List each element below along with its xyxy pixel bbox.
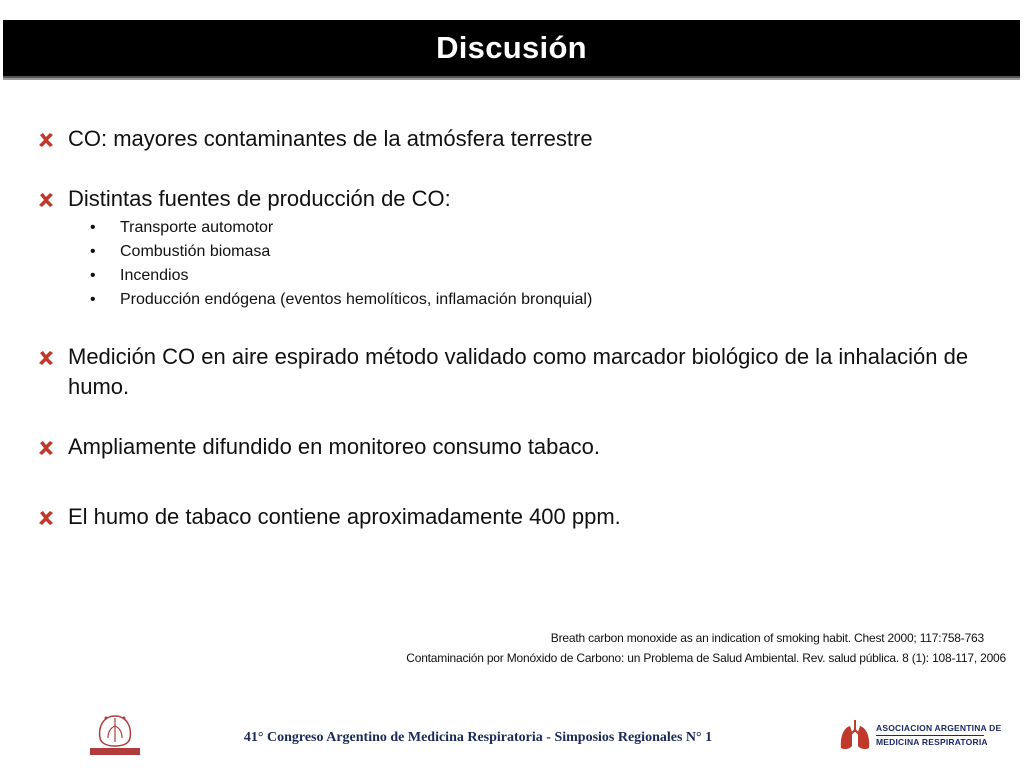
footer-text: 41° Congreso Argentino de Medicina Respiratoria - Simposios Regionales N° 1 [243, 730, 713, 745]
bullet-item [38, 432, 998, 462]
x-bullet-icon [38, 510, 54, 526]
reference-1: Breath carbon monoxide as an indication of smoking habit. Chest 2000; 117:758-763 [550, 631, 984, 645]
slide-content [38, 124, 998, 532]
reference-2: Contaminación por Monóxido de Carbono: un Problema de Salud Ambiental. Rev. salud pública. 8 (1): 108-117, 2006 [406, 651, 1006, 665]
x-bullet-icon [38, 440, 54, 456]
x-bullet-icon [38, 350, 54, 366]
sub-bullet-item [90, 216, 998, 240]
sub-bullet-item [90, 264, 998, 288]
lungs-icon [838, 718, 874, 752]
bullet-text: Medición CO en aire espirado método validado como marcador biológico de la inhalación de humo. [68, 344, 969, 399]
logo-divider [876, 735, 984, 736]
bullet-text: El humo de tabaco contiene aproximadamente 400 ppm. [68, 504, 621, 529]
bullet-item [38, 342, 998, 402]
sub-bullet-item [90, 240, 998, 264]
association-name-line2: MEDICINA RESPIRATORIA [876, 737, 988, 747]
bullet-item [38, 502, 998, 532]
association-logo [838, 718, 1002, 752]
bullet-dot: • [90, 219, 96, 236]
bullet-item [38, 184, 998, 214]
references [406, 628, 1006, 668]
sub-bullet-item [90, 288, 998, 312]
x-bullet-icon [38, 192, 54, 208]
slide-title: Discusión [436, 30, 587, 65]
bullet-dot: • [90, 267, 96, 284]
x-bullet-icon [38, 132, 54, 148]
bullet-text: Ampliamente difundido en monitoreo consumo tabaco. [68, 434, 600, 459]
sub-bullet-text: Incendios [120, 267, 189, 284]
bullet-dot: • [90, 291, 96, 308]
bullet-text: CO: mayores contaminantes de la atmósfera terrestre [68, 126, 593, 151]
bullet-item [38, 124, 998, 154]
sub-bullet-text: Combustión biomasa [120, 243, 271, 260]
sub-bullet-text: Producción endógena (eventos hemolíticos, inflamación bronquial) [120, 291, 593, 308]
sub-bullet-text: Transporte automotor [120, 219, 274, 236]
sub-bullet-list [38, 216, 998, 312]
association-name-line1: ASOCIACION ARGENTINA DE [876, 723, 1002, 733]
bullet-text: Distintas fuentes de producción de CO: [68, 186, 451, 211]
title-bar [3, 20, 1020, 78]
bullet-dot: • [90, 243, 96, 260]
